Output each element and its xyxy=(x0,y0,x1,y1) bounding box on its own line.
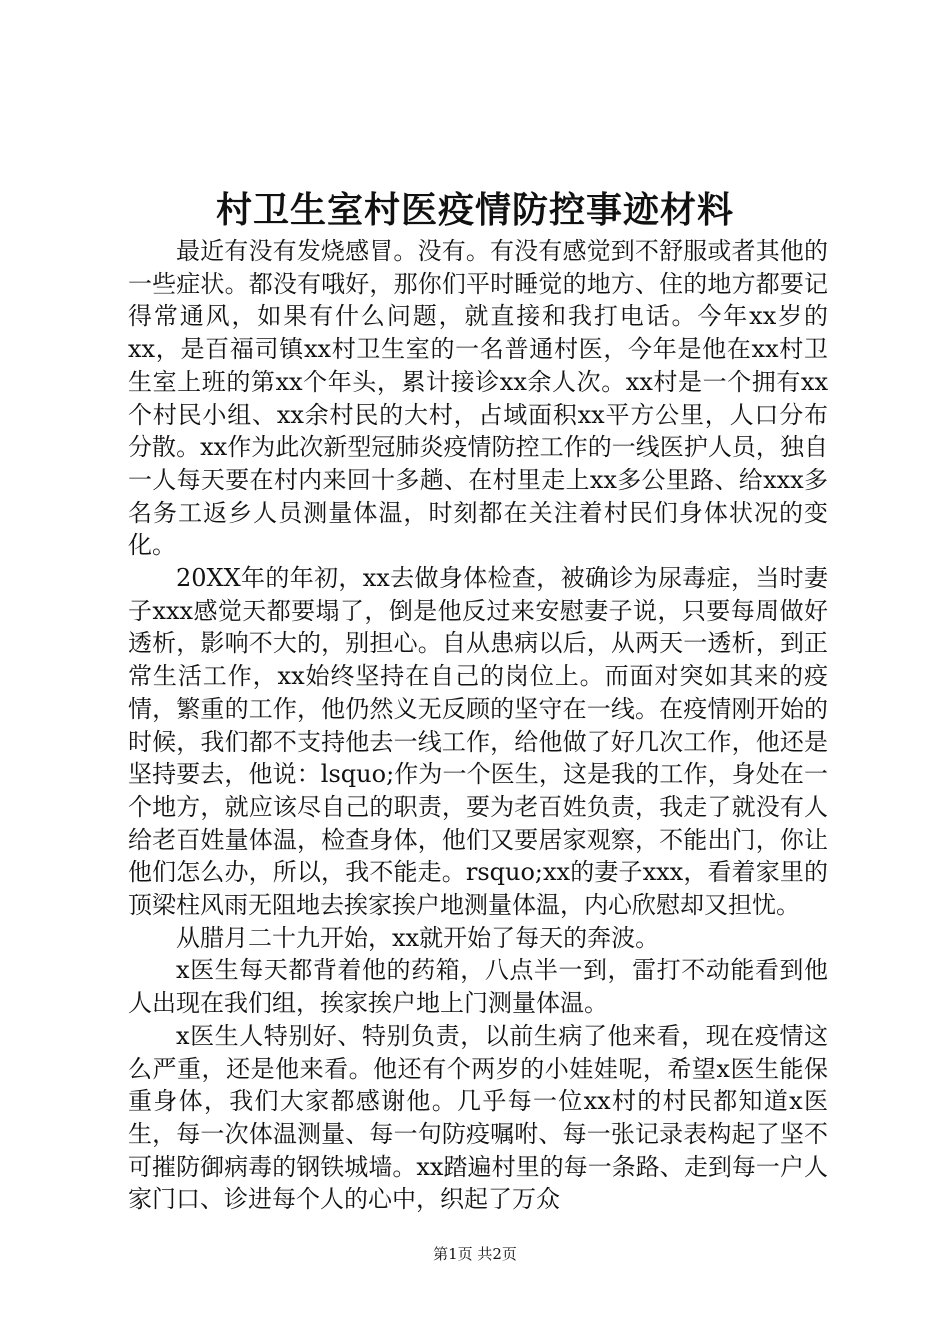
paragraph: 最近有没有发烧感冒。没有。有没有感觉到不舒服或者其他的一些症状。都没有哦好，那你们平时睡觉的地方、住的地方都要记得常通风，如果有什么问题，就直接和我打电话。今年xx岁的xx，是百福司镇xx村卫生室的一名普通村医，今年是他在xx村卫生室上班的第xx个年头，累计接诊xx余人次。xx村是一个拥有xx个村民小组、xx余村民的大村，占域面积xx平方公里，人口分布分散。xx作为此次新型冠肺炎疫情防控工作的一线医护人员，独自一人每天要在村内来回十多趟、在村里走上xx多公里路、给xxx多名务工返乡人员测量体温，时刻都在关注着村民们身体状况的变化。 xyxy=(128,237,828,560)
page-number-footer: 第1页 共2页 xyxy=(433,1245,517,1263)
paragraph: 20XX年的年初，xx去做身体检查，被确诊为尿毒症，当时妻子xxx感觉天都要塌了，倒是他反过来安慰妻子说，只要每周做好透析，影响不大的，别担心。自从患病以后，从两天一透析，到正常生活工作，xx始终坚持在自己的岗位上。而面对突如其来的疫情，繁重的工作，他仍然义无反顾的坚守在一线。在疫情刚开始的时候，我们都不支持他去一线工作，给他做了好几次工作，他还是坚持要去，他说：lsquo;作为一个医生，这是我的工作，身处在一个地方，就应该尽自己的职责，要为老百姓负责，我走了就没有人给老百姓量体温，检查身体，他们又要居家观察，不能出门，你让他们怎么办，所以，我不能走。rsquo;xx的妻子xxx，看着家里的顶梁柱风雨无阻地去挨家挨户地测量体温，内心欣慰却又担忧。 xyxy=(128,564,828,920)
document-title: 村卫生室村医疫情防控事迹材料 xyxy=(215,189,734,231)
paragraph: 从腊月二十九开始，xx就开始了每天的奔波。 xyxy=(176,923,660,952)
paragraph: x医生人特别好、特别负责，以前生病了他来看，现在疫情这么严重，还是他来看。他还有个两岁的小娃娃呢，希望x医生能保重身体，我们大家都感谢他。几乎每一位xx村的村民都知道x医生，每一次体温测量、每一句防疫嘱咐、每一张记录表构起了坚不可摧防御病毒的钢铁城墙。xx踏遍村里的每一条路、走到每一户人家门口、诊进每个人的心中，织起了万众 xyxy=(128,1021,828,1214)
paragraph: x医生每天都背着他的药箱，八点半一到，雷打不动能看到他人出现在我们组，挨家挨户地上门测量体温。 xyxy=(128,956,828,1018)
document-body xyxy=(128,235,828,1216)
